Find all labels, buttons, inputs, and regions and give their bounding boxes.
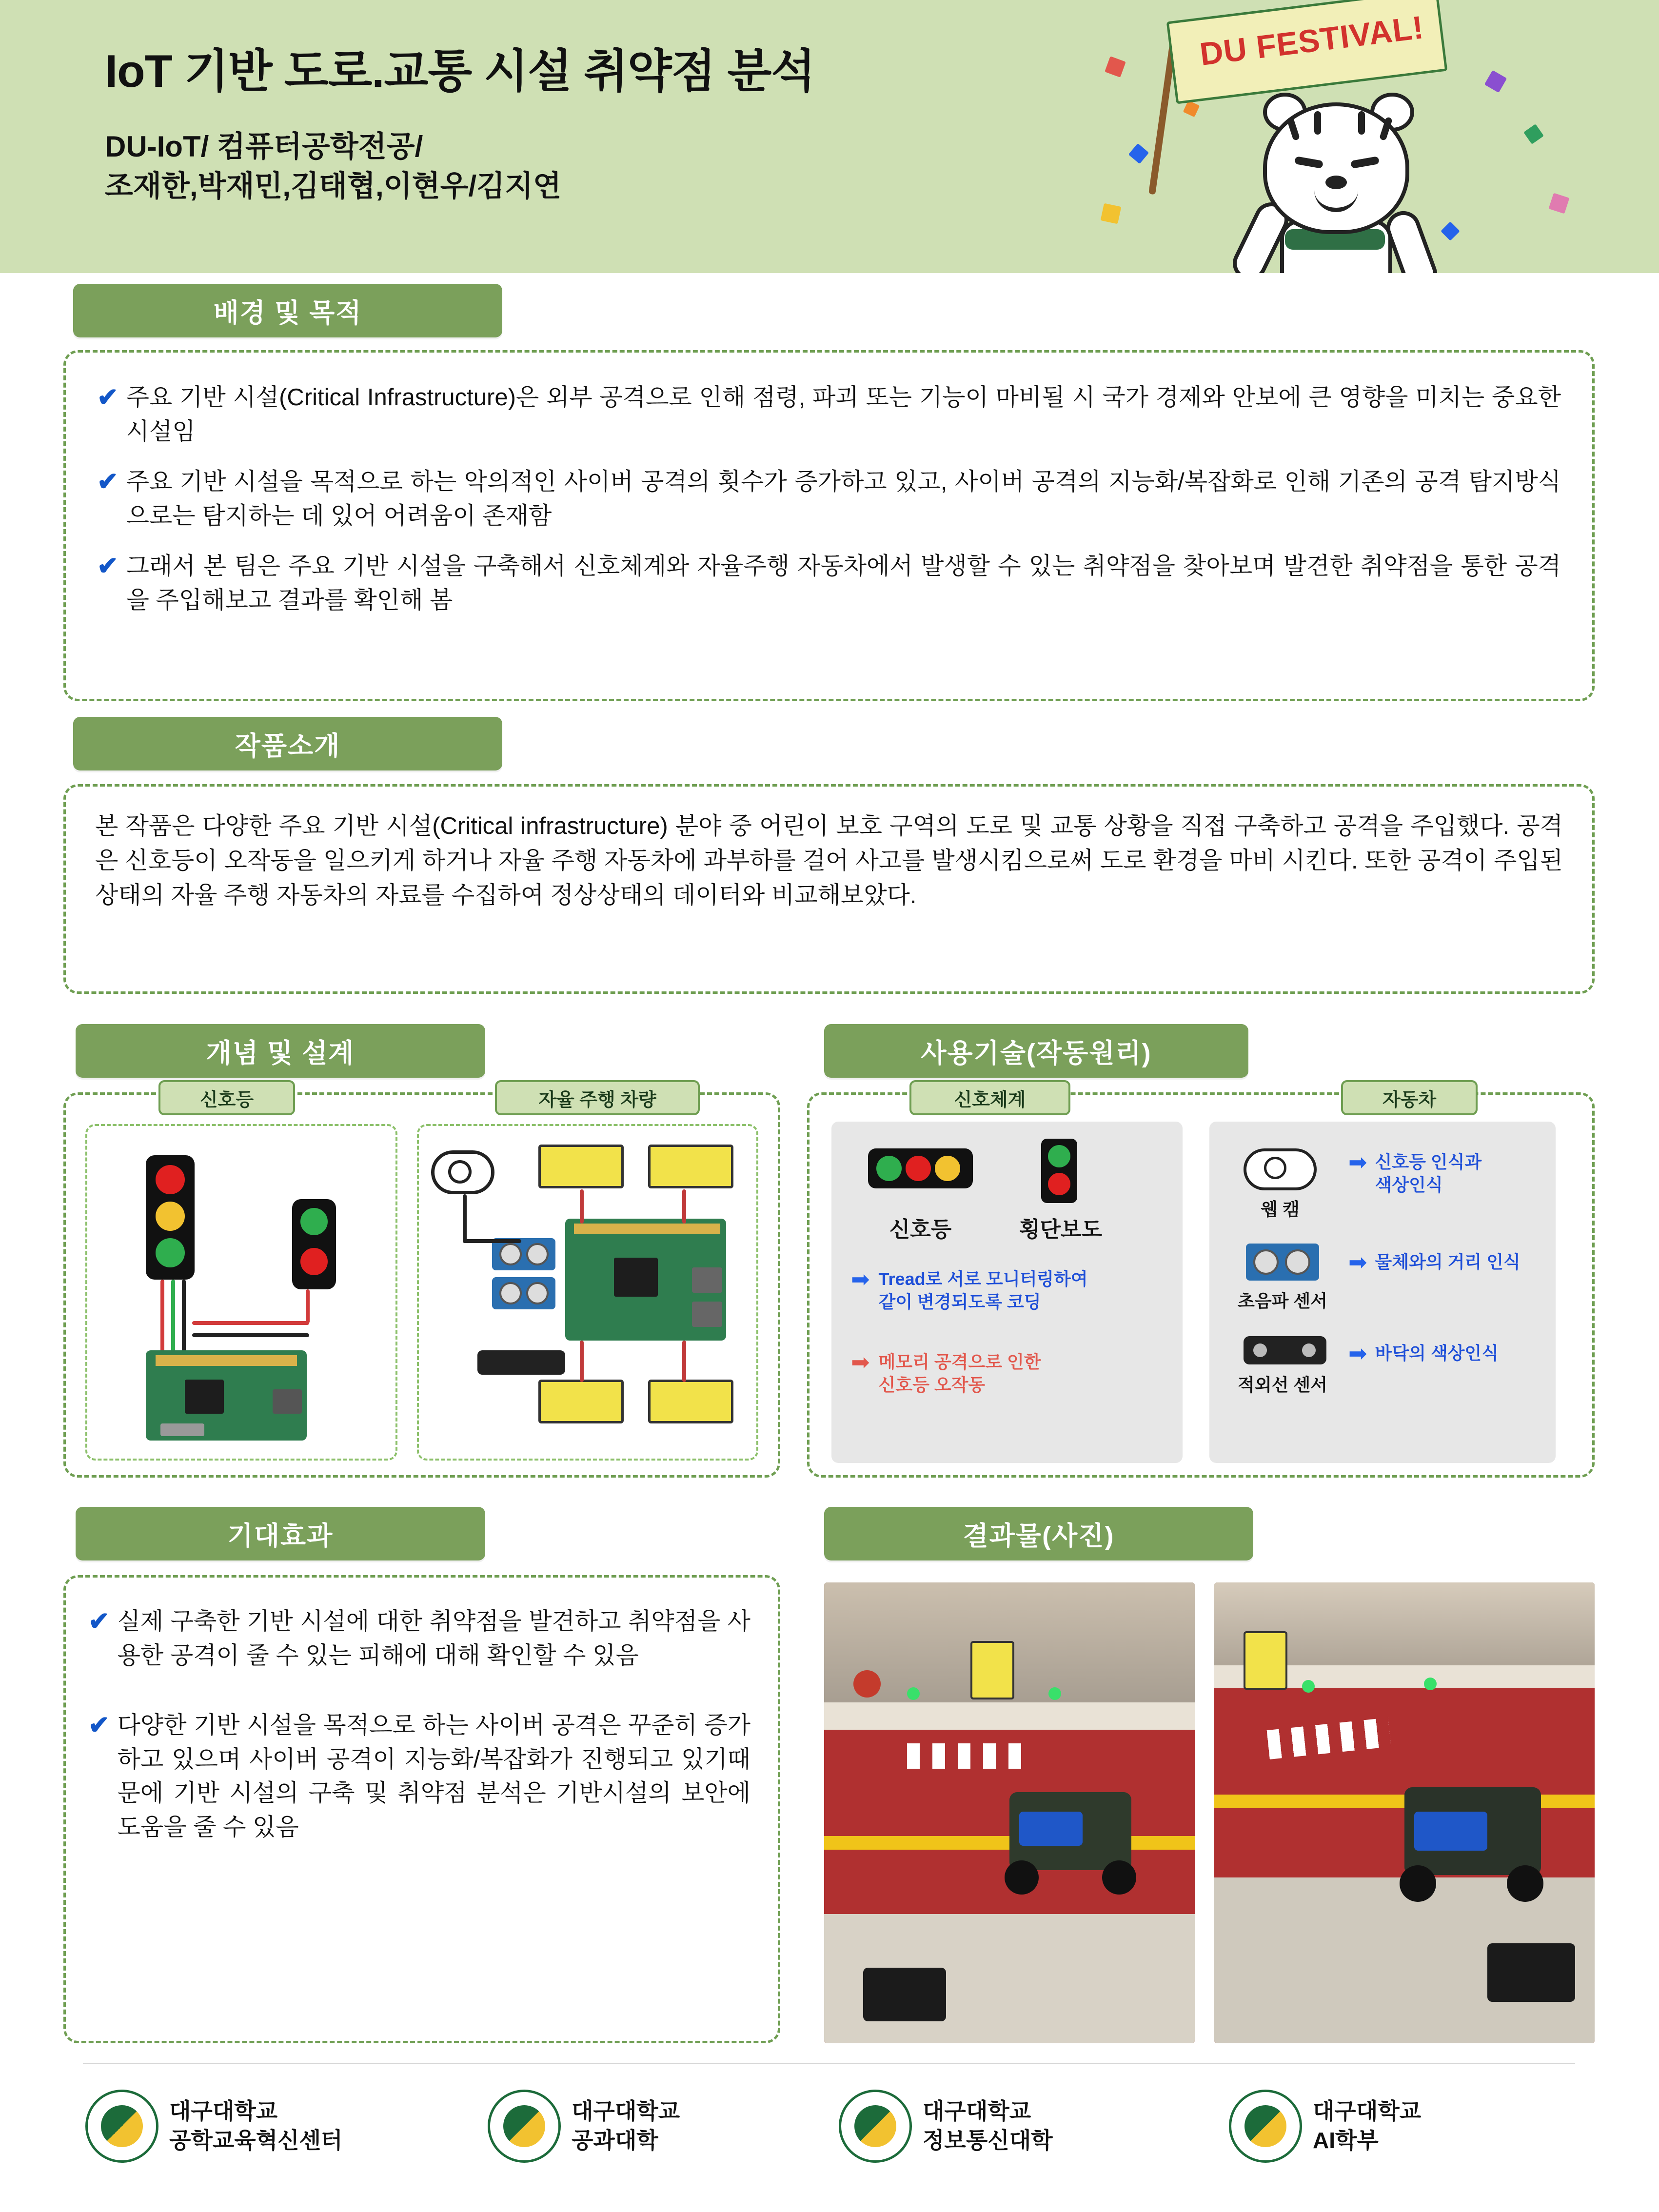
wire-red [682,1341,686,1382]
tech-card1-label-text: 신호체계 [954,1089,1026,1110]
footer-divider [83,2063,1575,2064]
footer-logo-1 [85,2090,343,2163]
list-item [97,381,1561,449]
tech-card1-line2b: 신호등 오작동 [878,1374,986,1395]
ultrasonic-eye [1285,1249,1310,1275]
ethernet-port [692,1302,722,1327]
ultrasonic-eye [526,1282,549,1304]
wire-black [182,1280,186,1353]
tech-panel [807,1089,1595,1478]
tech-card1-line1b: 같이 변경되도록 코딩 [878,1291,1041,1312]
university-seal-icon [85,2090,158,2163]
background-bullet-1: 주요 기반 시설(Critical Infrastructure)은 외부 공격으로 인해 점령, 파괴 또는 기능이 마비될 시 국가 경제와 안보에 큰 영향을 미치는 중요한 시설임 [126,384,1561,445]
section-title-concept: 개념 및 설계 [206,1038,355,1068]
wire-green [171,1280,175,1353]
effect-panel [63,1575,780,2043]
effect-bullet-1: 실제 구축한 기반 시설에 대한 취약점을 발견하고 취약점을 사용한 공격이 줄 수 있는 피해에 대해 확인할 수 있음 [117,1608,750,1669]
tech-card2-device-2: 초음파 센서 [1238,1291,1327,1311]
check-icon: ✔ [97,468,118,496]
tech-card1-line2a: 메모리 공격으로 인한 [878,1352,1041,1372]
lamp-yellow [935,1156,960,1181]
lamp-red [906,1156,931,1181]
tech-card2-label [1341,1080,1478,1115]
arrow-right-blue-icon: ➡ [1348,1149,1367,1175]
footer-logo-3-line2: 정보통신대학 [923,2128,1053,2153]
check-icon: ✔ [88,1711,110,1740]
tech-card2-effect-3a: 바닥의 색상인식 [1375,1343,1499,1363]
sensor-module [538,1380,624,1423]
soc-chip [185,1380,224,1414]
university-seal-icon [839,2090,912,2163]
wire-red [160,1280,164,1353]
background-panel [63,350,1595,701]
footer-logo-2 [488,2090,680,2163]
section-title-background: 배경 및 목적 [213,298,362,328]
list-item [88,1605,750,1673]
tech-card-vehicle [1209,1122,1556,1463]
page-title: IoT 기반 도로.교통 시설 취약점 분석 [105,45,815,97]
lamp-red [156,1165,185,1194]
confetti-piece [1484,70,1507,93]
tech-card1-item2: 횡단보도 [1019,1218,1102,1242]
tiger-nose [1325,176,1347,189]
intro-paragraph: 본 작품은 다양한 주요 기반 시설(Critical infrastructure) 분야 중 어린이 보호 구역의 도로 및 교통 상황을 직접 구축하고 공격을 주입했다. 공격은 신호등이 오작동을 일으키게 하거나 자율 주행 자동차에 과부하를 걸어 사고를 발생시킴으로써 도로 환경을 마비 시킨다. 또한 공격이 주입된 상태의 자율 주행 자동차의 자료를 수집하여 정상상태의 데이터와 비교해보았다. [95,813,1563,909]
soc-chip [614,1258,658,1297]
ultrasonic-eye [1253,1249,1279,1275]
section-head-effect [76,1507,485,1560]
tiger-stripe [1314,111,1321,135]
webcam-lens [448,1160,472,1184]
wire-red [580,1189,584,1224]
section-head-intro [73,717,502,770]
effect-bullet-2: 다양한 기반 시설을 목적으로 하는 사이버 공격은 꾸준히 증가하고 있으며 사이버 공격이 지능화/복잡화가 진행되고 있기때문에 기반 시설의 구축 및 취약점 분석은 기반시설의 보안에 도움을 줄 수 있음 [117,1712,750,1840]
check-icon: ✔ [97,383,118,412]
wire-red [682,1189,686,1224]
tech-card1-item1: 신호등 [889,1218,952,1242]
gpio-header [156,1355,297,1366]
footer-logo-3-line1: 대구대학교 [923,2098,1031,2124]
result-photo-2 [1214,1582,1595,2043]
footer-logo-2-line1: 대구대학교 [572,2098,680,2124]
list-item [97,550,1561,617]
result-photo-1 [824,1582,1195,2043]
confetti-piece [1105,56,1126,78]
wire-black [192,1333,309,1337]
background-bullet-2: 주요 기반 시설을 목적으로 하는 악의적인 사이버 공격의 횟수가 증가하고 있고, 사이버 공격의 지능화/복잡화로 인해 기존의 공격 탐지방식으로는 탐지하는 데 있어 어려움이 존재함 [126,469,1561,529]
affiliation-line: DU-IoT/ 컴퓨터공학전공/ [105,130,423,163]
intro-panel [63,784,1595,994]
tech-card-signal-system [831,1122,1183,1463]
concept-traffic-light-diagram [85,1124,397,1461]
wire-red [580,1341,584,1382]
arrow-right-blue-icon: ➡ [851,1266,870,1292]
footer-logo-3 [839,2090,1053,2163]
authors-block [105,127,561,206]
tech-card2-effect-1a: 신호등 인식과 [1375,1152,1482,1172]
list-item [88,1709,750,1844]
pedestrian-lamp-green [300,1208,328,1235]
tiger-stripe [1358,111,1365,135]
section-head-background [73,284,502,337]
tech-card2-device-3: 적외선 센서 [1238,1375,1327,1395]
tech-card1-line1a: Tread로 서로 모니터링하여 [878,1269,1088,1289]
lamp-yellow [156,1202,185,1231]
concept-right-label-text: 자율 주행 차량 [538,1089,656,1110]
infrared-led [1302,1343,1316,1357]
list-item [97,465,1561,533]
concept-right-label [495,1080,700,1115]
university-seal-icon [488,2090,561,2163]
lamp-green [876,1156,902,1181]
section-head-tech [824,1024,1248,1078]
footer-logo-4 [1229,2090,1421,2163]
ultrasonic-eye [499,1282,522,1304]
tech-card1-label [909,1080,1070,1115]
concept-panel [63,1089,780,1478]
section-title-tech: 사용기술(작동원리) [921,1038,1152,1068]
footer-logo-1-line2: 공학교육혁신센터 [169,2128,343,2153]
hdmi-port [160,1423,204,1436]
check-icon: ✔ [97,552,118,581]
wire-red [192,1321,309,1325]
tiger-mascot [1190,88,1463,273]
section-title-results: 결과물(사진) [963,1521,1115,1551]
poster-header [0,0,1659,273]
confetti-piece [1523,124,1544,144]
infrared-sensor-icon [477,1350,565,1375]
ultrasonic-eye [499,1243,522,1265]
footer-logo-2-line2: 공과대학 [572,2128,658,2153]
footer-logo-4-line2: AI학부 [1313,2128,1379,2153]
pedestrian-lamp-green [1048,1145,1070,1167]
wire-vertical-red [306,1289,310,1323]
check-icon: ✔ [88,1607,110,1636]
sensor-module [648,1380,733,1423]
confetti-piece [1128,143,1149,164]
tech-card2-effect-2a: 물체와의 거리 인식 [1375,1252,1521,1272]
section-head-results [824,1507,1253,1560]
infrared-led [1253,1343,1267,1357]
usb-port [692,1267,722,1293]
tech-card2-device-1: 웹 캠 [1261,1199,1300,1219]
pedestrian-lamp-red [1048,1173,1070,1195]
section-title-effect: 기대효과 [227,1521,334,1551]
arrow-right-red-icon: ➡ [851,1349,870,1375]
section-title-intro: 작품소개 [235,731,341,761]
background-bullet-3: 그래서 본 팀은 주요 기반 시설을 구축해서 신호체계와 자율주행 자동차에서 발생할 수 있는 취약점을 찾아보며 발견한 취약점을 통한 공격을 주입해보고 결과를 확인해 봄 [126,553,1561,613]
authors-line: 조재한,박재민,김태협,이현우/김지연 [105,170,562,202]
confetti-piece [1101,203,1122,224]
footer-logo-1-line1: 대구대학교 [169,2098,278,2124]
concept-left-label [158,1080,295,1115]
wire-black [463,1239,521,1243]
section-head-concept [76,1024,485,1078]
usb-port [273,1389,302,1414]
flag-label: DU FESTIVAL! [1198,9,1426,72]
arrow-right-blue-icon: ➡ [1348,1249,1367,1275]
ultrasonic-eye [526,1243,549,1265]
tech-card2-label-text: 자동차 [1382,1089,1437,1110]
concept-left-label-text: 신호등 [199,1089,254,1110]
sensor-module [538,1145,624,1188]
sensor-module [648,1145,733,1188]
footer-logo-4-line1: 대구대학교 [1313,2098,1422,2124]
pedestrian-lamp-red [300,1248,328,1275]
university-seal-icon [1229,2090,1302,2163]
confetti-piece [1549,193,1570,214]
lamp-green [156,1238,185,1267]
tech-card2-effect-1b: 색상인식 [1375,1174,1443,1195]
gpio-header [574,1224,720,1234]
wire-black [463,1194,467,1243]
webcam-lens [1264,1157,1286,1179]
arrow-right-blue-icon: ➡ [1348,1341,1367,1366]
concept-vehicle-diagram [417,1124,758,1461]
